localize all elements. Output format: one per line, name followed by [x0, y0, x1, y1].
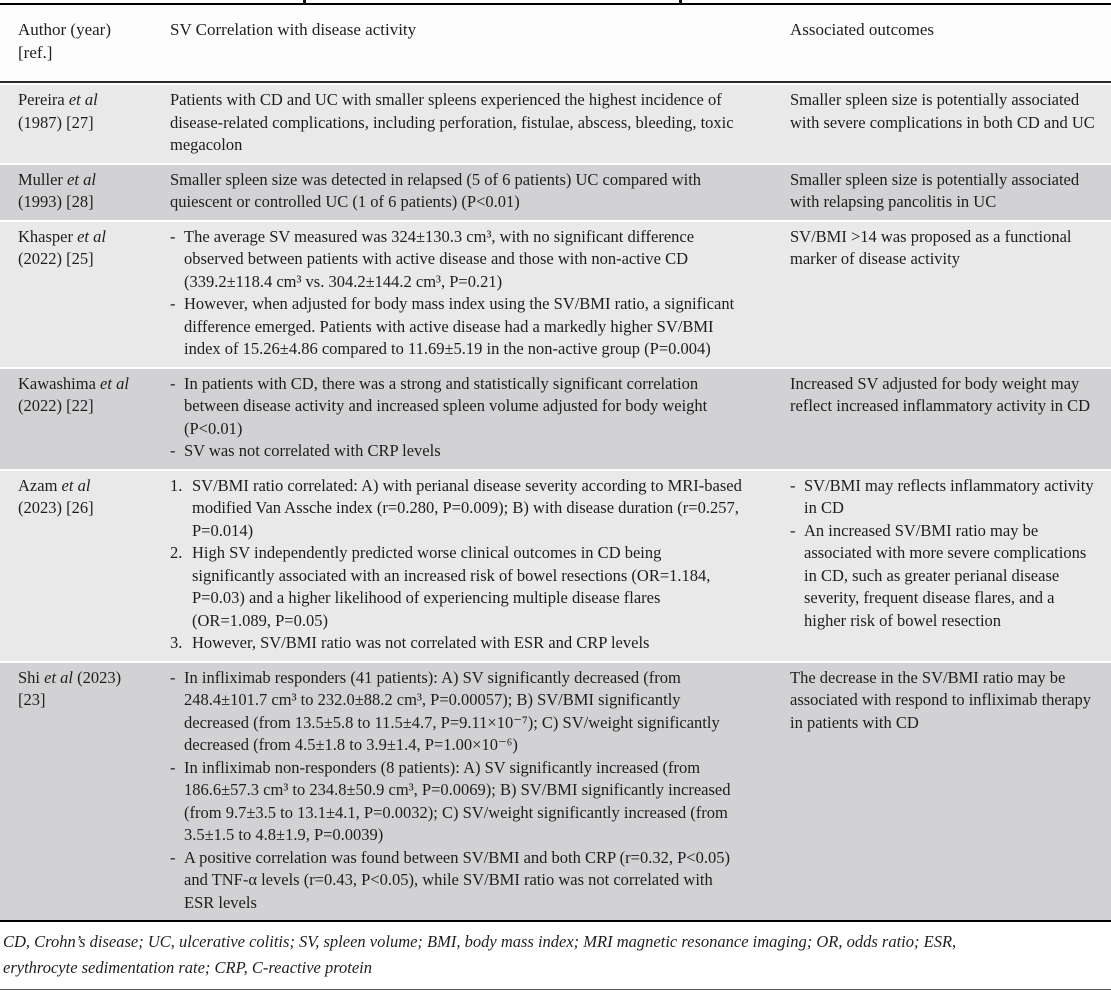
correlation-cell: [152, 89, 772, 157]
column-header-sv-correlation: SV Correlation with disease activity: [170, 20, 417, 39]
list-item: - SV was not correlated with CRP levels: [170, 441, 441, 460]
author-cell: Azam et al (2023) [26]: [18, 475, 94, 517]
table-row-kawashima: [0, 369, 1111, 469]
author-cell: Pereira et al (1987) [27]: [18, 90, 98, 132]
cropped-caption-remnant: [0, 0, 1111, 5]
author-cell: Khasper et al (2022) [25]: [18, 226, 106, 268]
list-item: - However, when adjusted for body mass index using the SV/BMI ratio, a significant difference emerged. Patients with active disease had a markedly higher SV/BMI index of 15.26±4.86 compared to 11.69±5.19 in the non-active group (P=0.004): [170, 294, 735, 358]
author-cell: Shi et al (2023) [23]: [18, 667, 122, 709]
caption-descender-mark: [303, 0, 306, 4]
outcomes-cell: [772, 475, 1111, 655]
author-cell: Muller et al (1993) [28]: [18, 169, 96, 211]
outcomes-cell: [772, 667, 1111, 915]
list-item: - In infliximab non-responders (8 patients): A) SV significantly increased (from 186.6±57.3 cm³ to 234.8±50.9 cm³, P=0.0069); B) SV/BMI significantly increased (from 9.7±3.5 to 13.1±4.1, P=0.0032); C) SV/weight significantly increased (from 3.5±1.5 to 4.8±1.9, P=0.0039): [170, 757, 731, 844]
list-item: The decrease in the SV/BMI ratio may be associated with respond to infliximab therapy in patients with CD: [790, 667, 1092, 732]
table-header-row: [0, 5, 1111, 83]
outcomes-cell: [772, 226, 1111, 361]
list-item: Smaller spleen size is potentially associated with severe complications in both CD and UC: [790, 90, 1095, 132]
list-item: Smaller spleen size was detected in relapsed (5 of 6 patients) UC compared with quiescent or controlled UC (1 of 6 patients) (P<0.01): [170, 169, 702, 211]
correlation-cell: [152, 475, 772, 655]
author-cell: Kawashima et al (2022) [22]: [18, 373, 129, 415]
list-item: - In infliximab responders (41 patients): A) SV significantly decreased (from 248.4±101.7 cm³ to 232.0±88.2 cm³, P=0.00057); B) SV/BMI significantly decreased (from 13.5±5.8 to 11.5±4.7, P=9.11×10⁻⁷); C) SV/weight significantly decreased (from 4.5±1.8 to 3.9±1.4, P=1.00×10⁻⁶): [170, 667, 720, 754]
list-item: Increased SV adjusted for body weight may reflect increased inflammatory activity in CD: [790, 373, 1091, 415]
list-item: - An increased SV/BMI ratio may be associated with more severe complications in CD, such as greater perianal disease severity, frequent disease flares, and a higher risk of bowel resection: [790, 520, 1087, 630]
correlation-cell: [152, 667, 772, 915]
list-item: SV/BMI >14 was proposed as a functional marker of disease activity: [790, 226, 1072, 268]
list-item: 2. High SV independently predicted worse clinical outcomes in CD being significantly associated with an increased risk of bowel resections (OR=1.184, P=0.03) and a higher likelihood of experiencing multiple disease flares (OR=1.089, P=0.05): [170, 543, 711, 630]
table-row-khasper: [0, 222, 1111, 367]
abbreviations-footnote: CD, Crohn’s disease; UC, ulcerative colitis; SV, spleen volume; BMI, body mass index; MRI magnetic resonance imaging; OR, odds ratio; ESR, erythrocyte sedimentation rate; CRP, C-reactive protein: [0, 922, 1111, 990]
list-item: 1. SV/BMI ratio correlated: A) with perianal disease severity according to MRI-based modified Van Assche index (r=0.280, P=0.009); B) with disease duration (r=0.257, P=0.014): [170, 475, 742, 540]
list-item: - SV/BMI may reflects inflammatory activity in CD: [790, 475, 1094, 517]
outcomes-cell: [772, 89, 1111, 157]
correlation-cell: [152, 169, 772, 214]
correlation-cell: [152, 373, 772, 463]
list-item: 3. However, SV/BMI ratio was not correlated with ESR and CRP levels: [170, 633, 650, 652]
correlation-cell: [152, 226, 772, 361]
list-item: - A positive correlation was found between SV/BMI and both CRP (r=0.32, P<0.05) and TNF-α levels (r=0.43, P<0.05), while SV/BMI ratio was not correlated with ESR levels: [170, 847, 730, 912]
table-row-pereira: [0, 85, 1111, 163]
column-header-author: Author (year) [ref.]: [18, 20, 111, 62]
caption-descender-mark: [679, 0, 682, 4]
list-item: Smaller spleen size is potentially associated with relapsing pancolitis in UC: [790, 169, 1080, 211]
table-row-muller: [0, 165, 1111, 220]
list-item: - The average SV measured was 324±130.3 cm³, with no significant difference observed between patients with active disease and those with non-active CD (339.2±118.4 cm³ vs. 304.2±144.2 cm³, P=0.21): [170, 226, 695, 291]
table-row-azam: [0, 471, 1111, 661]
outcomes-cell: [772, 373, 1111, 463]
outcomes-cell: [772, 169, 1111, 214]
table-row-shi: [0, 663, 1111, 921]
column-header-outcomes: Associated outcomes: [790, 20, 934, 39]
list-item: Patients with CD and UC with smaller spleens experienced the highest incidence of disease-related complications, including perforation, fistulae, abscess, bleeding, toxic megacolon: [170, 90, 734, 154]
list-item: - In patients with CD, there was a strong and statistically significant correlation between disease activity and increased spleen volume adjusted for body weight (P<0.01): [170, 373, 708, 438]
